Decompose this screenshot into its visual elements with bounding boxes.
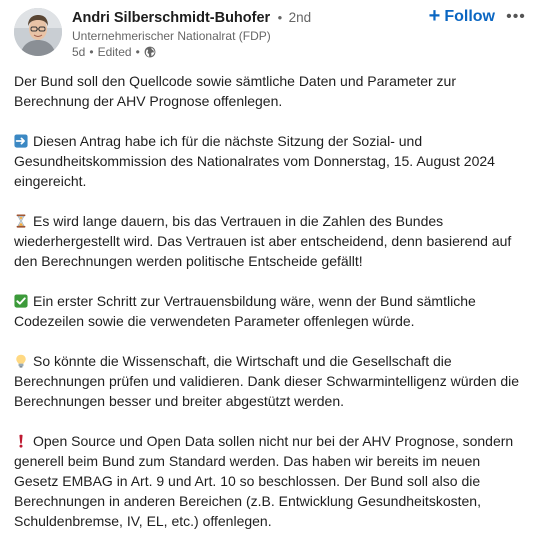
time-separator-2: • xyxy=(135,45,140,59)
paragraph-text: Der Bund soll den Quellcode sowie sämtliche Daten und Parameter zur Berechnung der AHV Prognose offenlegen. xyxy=(14,73,457,109)
right-arrow-emoji-icon xyxy=(14,133,28,147)
time-separator: • xyxy=(89,45,94,59)
degree-separator: • xyxy=(277,10,283,25)
author-name-row xyxy=(72,8,412,28)
post-paragraph xyxy=(14,291,526,331)
post-time: 5d xyxy=(72,45,86,59)
exclamation-emoji-icon xyxy=(14,433,28,447)
post-time-row xyxy=(72,44,412,60)
plus-icon: + xyxy=(428,5,441,27)
post-text xyxy=(14,71,526,531)
connection-degree: 2nd xyxy=(288,10,312,25)
globe-icon xyxy=(144,46,156,58)
author-name[interactable]: Andri Silberschmidt-Buhofer xyxy=(72,10,271,26)
follow-label: Follow xyxy=(444,8,495,25)
paragraph-text: Open Source und Open Data sollen nicht nur bei der AHV Prognose, sondern generell beim Bund zum Standard werden. Das haben wir bereits im neuen Gesetz EMBAG in Art. 9 und Art. 10 so beschlossen. Der Bund soll also die Berechnungen in anderen Bereichen (z.B. Entwicklung Gesundheitskosten, Schuldenbremse, IV, EL, etc.) offenlegen. xyxy=(14,433,514,529)
paragraph-text: Diesen Antrag habe ich für die nächste Sitzung der Sozial- und Gesundheitskommission des Nationalrates vom Donnerstag, 15. August 2024 eingereicht. xyxy=(14,133,495,189)
avatar[interactable] xyxy=(14,8,62,56)
post-paragraph xyxy=(14,71,526,111)
author-meta xyxy=(72,8,412,60)
paragraph-text: So könnte die Wissenschaft, die Wirtschaft und die Gesellschaft die Berechnungen prüfen und validieren. Dank dieser Schwarmintelligenz würden die Berechnungen besser und breiter abgestützt werden. xyxy=(14,353,520,409)
paragraph-text: Es wird lange dauern, bis das Vertrauen in die Zahlen des Bundes wiederhergestellt wird. Das Vertrauen ist aber entscheidend, denn basierend auf den Berechnungen werden politische Entscheide gefällt! xyxy=(14,213,512,269)
post-paragraph xyxy=(14,211,526,271)
more-options-icon[interactable]: ••• xyxy=(506,8,526,25)
paragraph-text: Ein erster Schritt zur Vertrauensbildung wäre, wenn der Bund sämtliche Codezeilen sowie die verwendeten Parameter offenlegen würde. xyxy=(14,293,476,329)
edited-label: Edited xyxy=(97,45,132,59)
post-paragraph xyxy=(14,351,526,411)
post-paragraph xyxy=(14,131,526,191)
profile-photo xyxy=(14,8,62,56)
post-header xyxy=(14,6,531,62)
hourglass-emoji-icon xyxy=(14,213,28,227)
author-headline: Unternehmerischer Nationalrat (FDP) xyxy=(72,29,271,43)
check-mark-emoji-icon xyxy=(14,293,28,307)
follow-button[interactable] xyxy=(429,6,495,28)
light-bulb-emoji-icon xyxy=(14,353,28,367)
post-paragraph xyxy=(14,431,526,531)
